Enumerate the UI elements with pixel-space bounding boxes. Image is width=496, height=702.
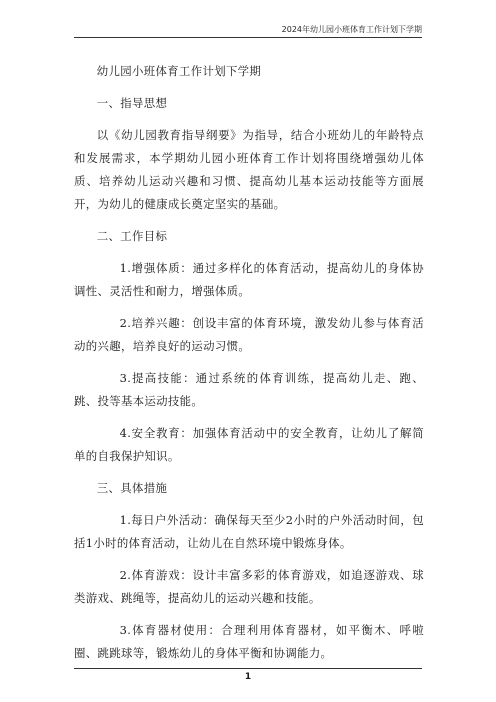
document-title: 幼儿园小班体育工作计划下学期 [96,64,262,78]
measure-item: 1.每日户外活动：确保每天至少2小时的户外活动时间，包括1小时的体育活动，让幼儿在自然环境中锻炼身体。 [74,513,424,550]
header-divider [74,37,422,38]
section-heading-measures: 三、具体措施 [96,481,168,495]
measure-item: 3.体育器材使用：合理利用体育器材，如平衡木、呼啦圈、跳跳球等，锻炼幼儿的身体平衡和协调能力。 [74,623,424,660]
measure-item: 2.体育游戏：设计丰富多彩的体育游戏，如追逐游戏、球类游戏、跳绳等，提高幼儿的运动兴趣和技能。 [74,568,424,605]
running-header: 2024年幼儿园小班体育工作计划下学期 [281,25,422,34]
goal-item: 1.增强体质：通过多样化的体育活动，提高幼儿的身体协调性、灵活性和耐力，增强体质。 [74,261,424,298]
section-heading-guiding-ideology: 一、指导思想 [96,96,168,110]
footer-divider [74,668,422,669]
goal-item: 3.提高技能：通过系统的体育训练，提高幼儿走、跑、跳、投等基本运动技能。 [74,371,424,408]
goal-item: 4.安全教育：加强体育活动中的安全教育，让幼儿了解简单的自我保护知识。 [74,426,424,463]
goal-item: 2.培养兴趣：创设丰富的体育环境，激发幼儿参与体育活动的兴趣，培养良好的运动习惯。 [74,316,424,353]
page-number: 1 [244,672,252,682]
section-heading-work-goals: 二、工作目标 [96,229,168,243]
guiding-ideology-paragraph: 以《幼儿园教育指导纲要》为指导，结合小班幼儿的年龄特点和发展需求，本学期幼儿园小班体育工作计划将围绕增强幼儿体质、培养幼儿运动兴趣和习惯、提高幼儿基本运动技能等方面展开，为幼儿的健康成长奠定坚实的基础。 [74,128,424,211]
document-body [74,60,424,674]
